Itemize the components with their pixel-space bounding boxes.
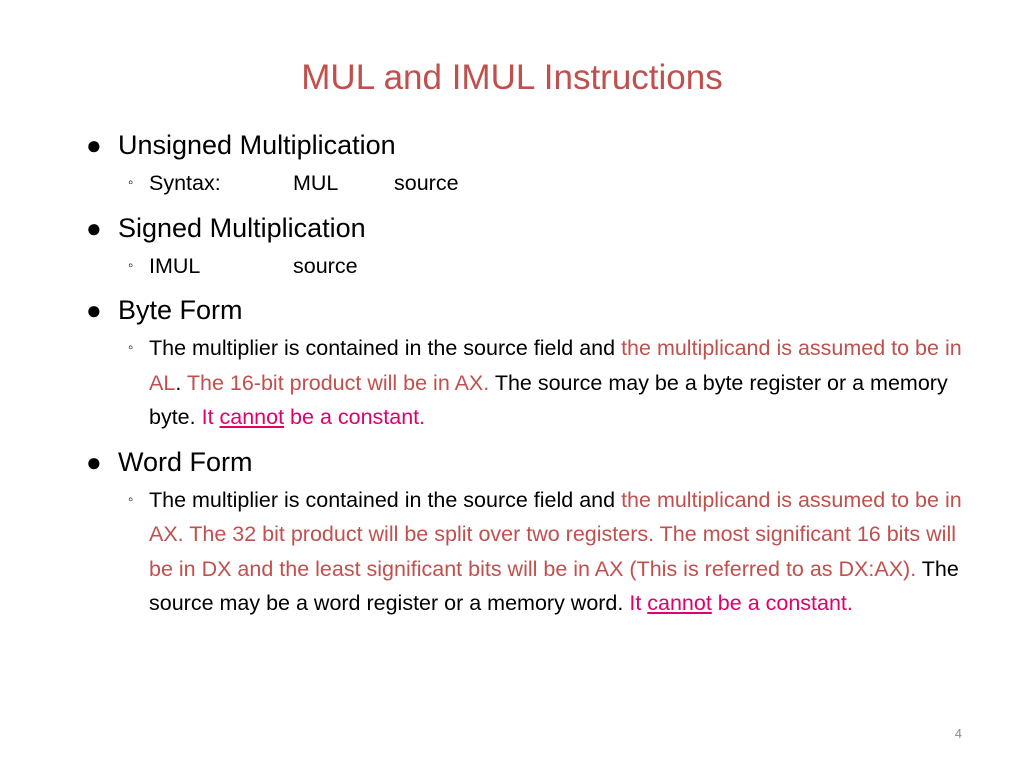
filled-bullet-icon: ● — [86, 130, 102, 160]
mul-instruction: MUL — [293, 171, 339, 195]
list-item-byte-form — [86, 289, 966, 331]
list-item-word-form — [86, 441, 966, 483]
warning-underlined-text: cannot — [219, 405, 285, 429]
warning-text: be a constant. — [711, 591, 853, 615]
warning-text: It — [629, 591, 648, 615]
slide-title: MUL and IMUL Instructions — [301, 58, 723, 97]
emphasis-text: the multiplicand is assumed to be in AL — [149, 336, 962, 395]
imul-instruction: IMUL — [149, 253, 201, 278]
bullet-list — [86, 124, 966, 621]
list-item-heading: Byte Form — [118, 295, 243, 325]
list-item-heading: Word Form — [118, 446, 253, 477]
page-number: 4 — [954, 726, 962, 741]
description-text: The source may be a word register or a memory word. — [149, 556, 959, 615]
warning-text: It — [201, 405, 220, 429]
syntax-label: Syntax: — [149, 171, 221, 195]
filled-bullet-icon: ● — [86, 295, 102, 325]
sub-item-mul-syntax — [128, 166, 966, 201]
source-operand: source — [394, 171, 459, 195]
sub-item-word-form-description — [128, 483, 966, 621]
list-item-heading: Unsigned Multiplication — [118, 130, 396, 160]
list-item-signed-multiplication — [86, 207, 966, 249]
hollow-bullet-icon: ◦ — [128, 339, 134, 356]
sub-item-byte-form-description — [128, 331, 966, 435]
warning-text: be a constant. — [284, 405, 426, 429]
source-operand: source — [293, 253, 358, 278]
description-text: . — [175, 370, 187, 395]
warning-underlined-text: cannot — [647, 591, 712, 615]
filled-bullet-icon: ● — [86, 212, 102, 243]
hollow-bullet-icon: ◦ — [128, 174, 134, 191]
hollow-bullet-icon: ◦ — [128, 256, 134, 274]
description-text: The multiplier is contained in the source field and — [149, 487, 622, 512]
description-text: The source may be a byte register or a memory byte. — [149, 370, 948, 429]
list-item-unsigned-multiplication — [86, 124, 966, 166]
emphasis-text: The 16-bit product will be in AX. — [186, 370, 490, 395]
description-text: The multiplier is contained in the source field and — [149, 336, 622, 360]
emphasis-text: the multiplicand is assumed to be in AX. The 32 bit product will be split over two registers. The most significant 16 bits will be in DX and the least significant bits will be in AX (This is referred to as DX:AX). — [149, 487, 962, 581]
hollow-bullet-icon: ◦ — [128, 490, 134, 508]
filled-bullet-icon: ● — [86, 446, 102, 477]
list-item-heading: Signed Multiplication — [118, 212, 366, 243]
sub-item-imul-syntax — [128, 249, 966, 284]
